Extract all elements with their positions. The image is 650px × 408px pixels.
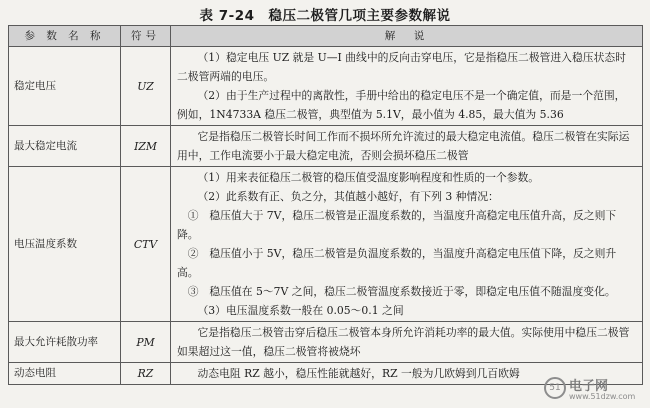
watermark-url: www.51dzw.com — [569, 392, 636, 401]
desc-line: ③ 稳压值在 5～7V 之间，稳压二极管温度系数接近于零，即稳定电压值不随温度变化。 — [187, 285, 616, 298]
param-desc — [171, 47, 643, 126]
watermark — [544, 375, 644, 405]
desc-line: 它是指稳压二极管击穿后稳压二极管本身所允许消耗功率的最大值。实际使用中稳压二极管如果超过这一值，稳压二极管将被烧坏 — [177, 326, 630, 358]
desc-line: （1）用来表征稳压二极管的稳压值受温度影响程度和性质的一个参数。 — [197, 171, 540, 184]
param-symbol: PM — [121, 322, 171, 363]
param-desc — [171, 322, 643, 363]
param-desc — [171, 126, 643, 167]
watermark-logo-icon: 51 — [544, 377, 566, 399]
table-title: 表 7-24 稳压二极管几项主要参数解说 — [199, 8, 451, 24]
table-row — [9, 47, 643, 126]
desc-line: （2）此系数有正、负之分，其值越小越好，有下列 3 种情况： — [197, 190, 499, 203]
param-symbol: UZ — [121, 47, 171, 126]
param-symbol: IZM — [121, 126, 171, 167]
desc-line: （3）电压温度系数一般在 0.05～0.1 之间 — [197, 304, 404, 317]
header-desc: 解 说 — [171, 26, 643, 47]
desc-line: 它是指稳压二极管长时间工作而不损坏所允许流过的最大稳定电流值。稳压二极管在实际运用中，工作电流要小于最大稳定电流，否则会损坏稳压二极管 — [177, 130, 630, 162]
param-symbol: CTV — [121, 167, 171, 322]
header-symbol: 符号 — [121, 26, 171, 47]
desc-line: ① 稳压值大于 7V，稳压二极管是正温度系数的，当温度升高稳定电压值升高，反之则下降。 — [177, 209, 617, 241]
table-row — [9, 126, 643, 167]
param-name: 稳定电压 — [9, 47, 121, 126]
desc-line: （1）稳定电压 UZ 就是 U—I 曲线中的反向击穿电压，它是指稳压二极管进入稳压状态时二极管两端的电压。 — [177, 51, 626, 83]
param-symbol: RZ — [121, 363, 171, 385]
desc-line: ② 稳压值小于 5V，稳压二极管是负温度系数的，当温度升高稳定电压值下降，反之则升高。 — [177, 247, 617, 279]
param-desc — [171, 167, 643, 322]
watermark-text: 电子网 — [569, 379, 609, 394]
table-header-row — [9, 26, 643, 47]
desc-line: 动态电阻 RZ 越小，稳压性能就越好，RZ 一般为几欧姆到几百欧姆 — [197, 367, 520, 380]
desc-line: （2）由于生产过程中的离散性，手册中给出的稳定电压不是一个确定值，而是一个范围，例如，1N4733A 稳压二极管，典型值为 5.1V，最小值为 4.85，最大值为 5.36 — [177, 89, 626, 121]
param-name: 电压温度系数 — [9, 167, 121, 322]
param-name: 最大稳定电流 — [9, 126, 121, 167]
parameter-table — [8, 25, 643, 385]
param-name: 最大允许耗散功率 — [9, 322, 121, 363]
param-name: 动态电阻 — [9, 363, 121, 385]
header-name: 参 数 名 称 — [9, 26, 121, 47]
table-row — [9, 167, 643, 322]
table-row — [9, 322, 643, 363]
